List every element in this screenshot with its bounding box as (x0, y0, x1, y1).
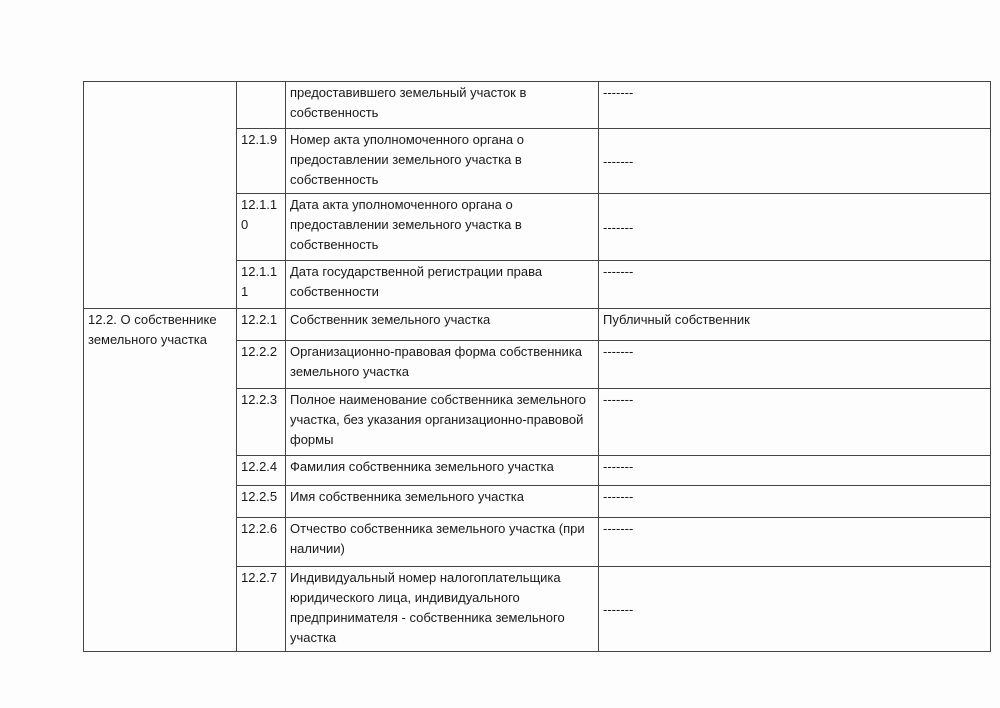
row-number: 12.2.3 (237, 389, 286, 456)
row-value: ------- (599, 194, 991, 261)
row-number: 12.2.6 (237, 518, 286, 567)
section-12-2-title: 12.2. О собственнике земельного участка (84, 309, 237, 652)
row-label: Дата государственной регистрации права собственности (286, 261, 599, 309)
row-value: ------- (599, 261, 991, 309)
row-number: 12.2.5 (237, 486, 286, 518)
row-value: ------- (599, 518, 991, 567)
row-label: предоставившего земельный участок в собственность (286, 82, 599, 129)
row-number: 12.1.11 (237, 261, 286, 309)
row-label: Дата акта уполномоченного органа о предоставлении земельного участка в собственность (286, 194, 599, 261)
section-12-1-cell (84, 82, 237, 309)
row-number (237, 82, 286, 129)
row-value: Публичный собственник (599, 309, 991, 341)
row-value: ------- (599, 129, 991, 194)
row-number: 12.2.2 (237, 341, 286, 389)
row-value: ------- (599, 82, 991, 129)
row-value: ------- (599, 456, 991, 486)
row-number: 12.2.4 (237, 456, 286, 486)
row-label: Имя собственника земельного участка (286, 486, 599, 518)
row-label: Полное наименование собственника земельного участка, без указания организационно-правовой формы (286, 389, 599, 456)
row-number: 12.1.10 (237, 194, 286, 261)
row-value: ------- (599, 486, 991, 518)
row-label: Отчество собственника земельного участка (при наличии) (286, 518, 599, 567)
table-row (84, 82, 991, 129)
table-row (84, 309, 991, 341)
row-value: ------- (599, 341, 991, 389)
row-number: 12.1.9 (237, 129, 286, 194)
row-value: ------- (599, 567, 991, 652)
row-label: Фамилия собственника земельного участка (286, 456, 599, 486)
land-plot-info-table (83, 81, 991, 652)
row-label: Организационно-правовая форма собственника земельного участка (286, 341, 599, 389)
row-number: 12.2.1 (237, 309, 286, 341)
row-label: Номер акта уполномоченного органа о предоставлении земельного участка в собственность (286, 129, 599, 194)
row-number: 12.2.7 (237, 567, 286, 652)
row-value: ------- (599, 389, 991, 456)
row-label: Собственник земельного участка (286, 309, 599, 341)
row-label: Индивидуальный номер налогоплательщика юридического лица, индивидуального предпринимателя - собственника земельного участка (286, 567, 599, 652)
